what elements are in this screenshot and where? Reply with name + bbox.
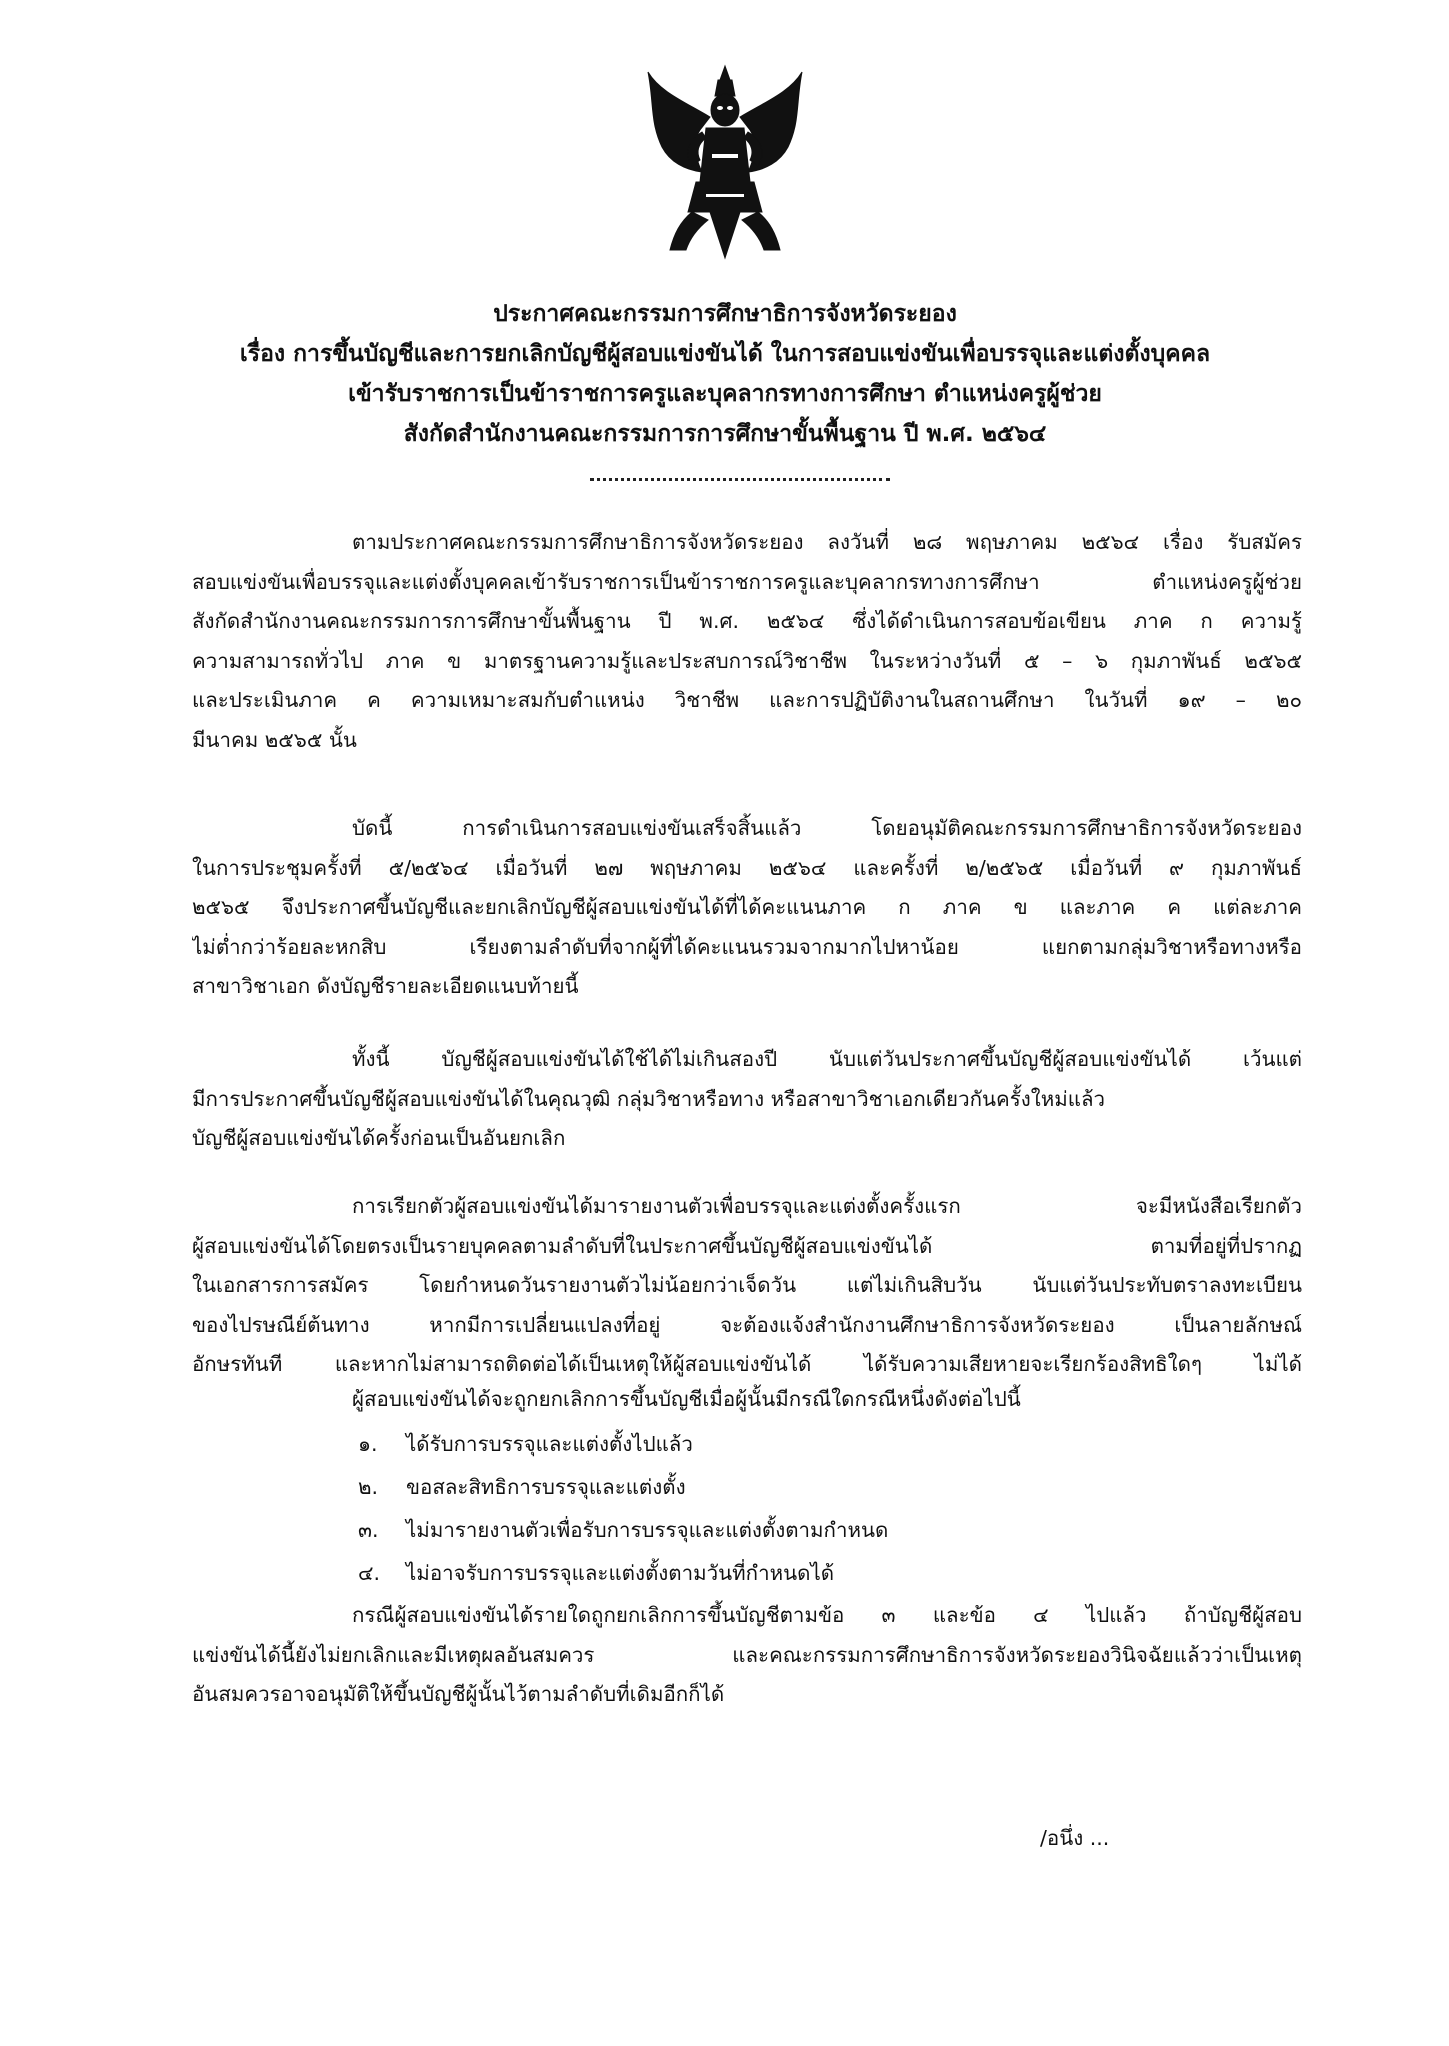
- paragraph-line: ในการประชุมครั้งที่ ๕/๒๕๖๔ เมื่อวันที่ ๒๗ พฤษภาคม ๒๕๖๔ และครั้งที่ ๒/๒๕๖๕ เมื่อวันที่ ๙ กุมภาพันธ์: [192, 855, 1302, 880]
- paragraph-line: ของไปรษณีย์ต้นทาง หากมีการเปลี่ยนแปลงที่อยู่ จะต้องแจ้งสำนักงานศึกษาธิการจังหวัดระยอง เป็นลายลักษณ์: [192, 1312, 1302, 1337]
- paragraph-line: อันสมควรอาจอนุมัติให้ขึ้นบัญชีผู้นั้นไว้ตามลำดับที่เดิมอีกก็ได้: [192, 1682, 725, 1706]
- final-paragraph: [192, 1596, 1302, 1715]
- list-item: [358, 1511, 888, 1551]
- paragraph-line: อักษรทันที และหากไม่สามารถติดต่อได้เป็นเหตุให้ผู้สอบแข่งขันได้ ได้รับความเสียหายจะเรียกร้องสิทธิใดๆ ไม่ได้: [192, 1352, 1302, 1376]
- title-line-2: เรื่อง การขึ้นบัญชีและการยกเลิกบัญชีผู้สอบแข่งขันได้ ในการสอบแข่งขันเพื่อบรรจุและแต่งตั้งบุคคล: [239, 341, 1211, 367]
- garuda-emblem-icon: [640, 62, 810, 262]
- title-line-4: สังกัดสำนักงานคณะกรรมการการศึกษาขั้นพื้นฐาน ปี พ.ศ. ๒๕๖๔: [403, 421, 1047, 447]
- paragraph-line: ไม่ต่ำกว่าร้อยละหกสิบ เรียงตามลำดับที่จากผู้ที่ได้คะแนนรวมจากมากไปหาน้อย แยกตามกลุ่มวิชาหรือทางหรือ: [192, 934, 1302, 959]
- paragraph-line: ในเอกสารการสมัคร โดยกำหนดวันรายงานตัวไม่น้อยกว่าเจ็ดวัน แต่ไม่เกินสิบวัน นับแต่วันประทับตราลงทะเบียน: [192, 1273, 1302, 1297]
- paragraph-line: แข่งขันได้นี้ยังไม่ยกเลิกและมีเหตุผลอันสมควร และคณะกรรมการศึกษาธิการจังหวัดระยองวินิจฉัยแล้วว่าเป็นเหตุ: [192, 1642, 1302, 1667]
- cancel-intro: ผู้สอบแข่งขันได้จะถูกยกเลิกการขึ้นบัญชีเมื่อผู้นั้นมีกรณีใดกรณีหนึ่งดังต่อไปนี้: [352, 1387, 1021, 1411]
- paragraph-line: ความสามารถทั่วไป ภาค ข มาตรฐานความรู้และประสบการณ์วิชาชีพ ในระหว่างวันที่ ๕ – ๖ กุมภาพันธ์ ๒๕๖๕: [192, 648, 1302, 673]
- list-item-text: ได้รับการบรรจุและแต่งตั้งไปแล้ว: [406, 1432, 693, 1456]
- list-item-text: ขอสละสิทธิการบรรจุและแต่งตั้ง: [406, 1475, 686, 1499]
- title-line-3: เข้ารับราชการเป็นข้าราชการครูและบุคลากรทางการศึกษา ตำแหน่งครูผู้ช่วย: [348, 381, 1102, 407]
- paragraph-line: กรณีผู้สอบแข่งขันได้รายใดถูกยกเลิกการขึ้นบัญชีตามข้อ ๓ และข้อ ๔ ไปแล้ว ถ้าบัญชีผู้สอบ: [352, 1603, 1302, 1627]
- paragraph-line: ๒๕๖๕ จึงประกาศขึ้นบัญชีและยกเลิกบัญชีผู้สอบแข่งขันได้ที่ได้คะแนนภาค ก ภาค ข และภาค ค แต่ละภาค: [192, 895, 1302, 919]
- paragraph-line: ผู้สอบแข่งขันได้โดยตรงเป็นรายบุคคลตามลำดับที่ในประกาศขึ้นบัญชีผู้สอบแข่งขันได้ ตามที่อยู่ที่ปรากฏ: [192, 1233, 1302, 1258]
- dotted-divider: [590, 478, 890, 481]
- list-item: [358, 1554, 834, 1594]
- continued-marker: /อนึ่ง ...: [1040, 1826, 1110, 1850]
- paragraph-line: การเรียกตัวผู้สอบแข่งขันได้มารายงานตัวเพื่อบรรจุและแต่งตั้งครั้งแรก จะมีหนังสือเรียกตัว: [352, 1194, 1302, 1218]
- list-item-number: ๑.: [358, 1432, 378, 1456]
- paragraph-line: มีนาคม ๒๕๖๕ นั้น: [192, 727, 357, 752]
- list-item-number: ๒.: [358, 1475, 379, 1499]
- list-item: [358, 1468, 686, 1508]
- announcement-title: [200, 294, 1250, 454]
- title-line-1: ประกาศคณะกรรมการศึกษาธิการจังหวัดระยอง: [493, 301, 957, 327]
- paragraph-3: [192, 1040, 1302, 1159]
- paragraph-line: บัญชีผู้สอบแข่งขันได้ครั้งก่อนเป็นอันยกเลิก: [192, 1126, 566, 1150]
- paragraph-line: ทั้งนี้ บัญชีผู้สอบแข่งขันได้ใช้ได้ไม่เกินสองปี นับแต่วันประกาศขึ้นบัญชีผู้สอบแข่งขันได้ เว้นแต่: [352, 1047, 1302, 1071]
- paragraph-2: [192, 809, 1302, 1007]
- paragraph-1: [192, 523, 1302, 760]
- list-item-text: ไม่มารายงานตัวเพื่อรับการบรรจุและแต่งตั้งตามกำหนด: [406, 1518, 889, 1542]
- paragraph-line: บัดนี้ การดำเนินการสอบแข่งขันเสร็จสิ้นแล้ว โดยอนุมัติคณะกรรมการศึกษาธิการจังหวัดระยอง: [352, 816, 1302, 840]
- paragraph-4: [192, 1187, 1302, 1385]
- list-item: [358, 1425, 693, 1465]
- list-item-text: ไม่อาจรับการบรรจุและแต่งตั้งตามวันที่กำหนดได้: [406, 1561, 835, 1585]
- list-item-number: ๓.: [358, 1518, 379, 1542]
- paragraph-line: สอบแข่งขันเพื่อบรรจุและแต่งตั้งบุคคลเข้ารับราชการเป็นข้าราชการครูและบุคลากรทางการศึกษา ตำแหน่งครูผู้ช่วย: [192, 569, 1302, 594]
- paragraph-line: มีการประกาศขึ้นบัญชีผู้สอบแข่งขันได้ในคุณวุฒิ กลุ่มวิชาหรือทาง หรือสาขาวิชาเอกเดียวกันครั้งใหม่แล้ว: [192, 1086, 1106, 1111]
- paragraph-line: และประเมินภาค ค ความเหมาะสมกับตำแหน่ง วิชาชีพ และการปฏิบัติงานในสถานศึกษา ในวันที่ ๑๙ – ๒๐: [192, 688, 1302, 712]
- paragraph-line: ตามประกาศคณะกรรมการศึกษาธิการจังหวัดระยอง ลงวันที่ ๒๘ พฤษภาคม ๒๕๖๔ เรื่อง รับสมัคร: [352, 530, 1302, 554]
- list-item-number: ๔.: [358, 1561, 381, 1585]
- paragraph-line: สังกัดสำนักงานคณะกรรมการการศึกษาขั้นพื้นฐาน ปี พ.ศ. ๒๕๖๔ ซึ่งได้ดำเนินการสอบข้อเขียน ภาค ก ความรู้: [192, 609, 1302, 633]
- paragraph-line: สาขาวิชาเอก ดังบัญชีรายละเอียดแนบท้ายนี้: [192, 974, 579, 998]
